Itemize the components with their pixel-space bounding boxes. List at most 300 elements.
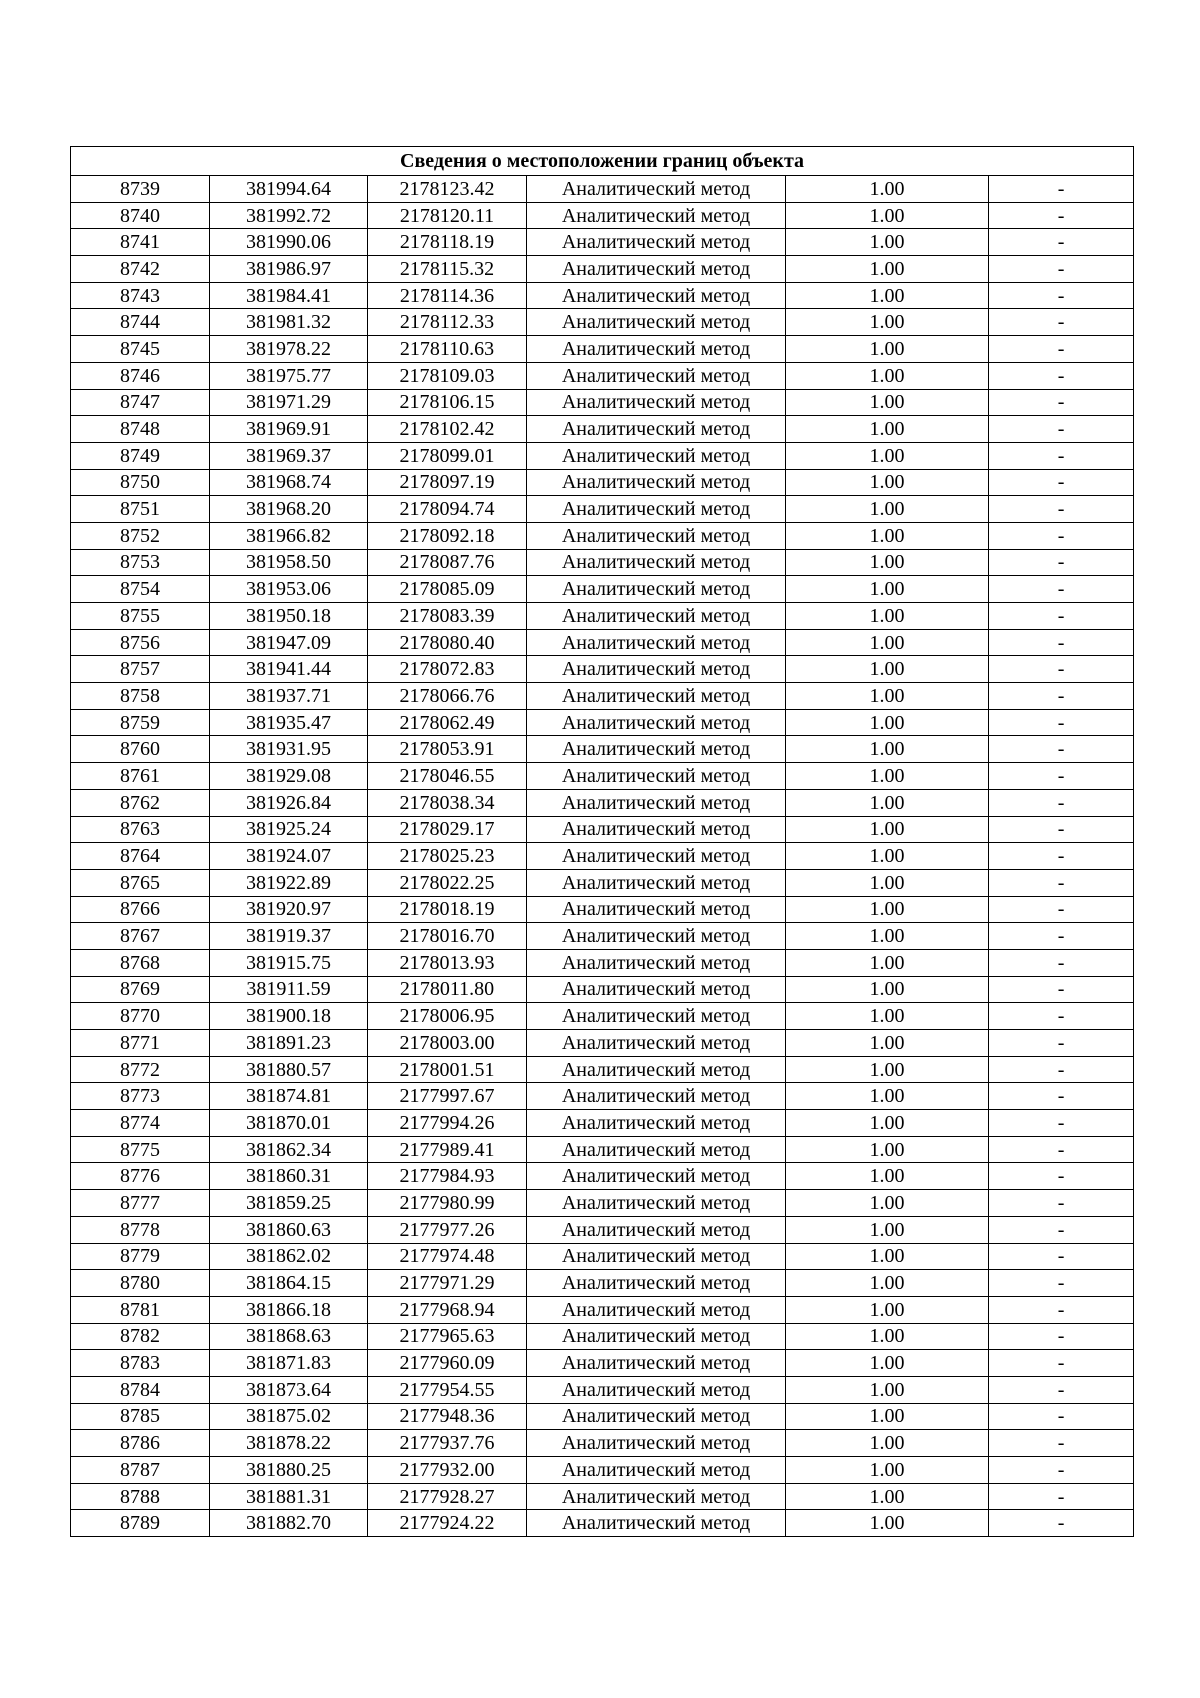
y-coordinate-cell: 2177954.55 xyxy=(368,1376,527,1403)
table-row xyxy=(71,256,1134,283)
y-coordinate-cell: 2178109.03 xyxy=(368,362,527,389)
table-row xyxy=(71,309,1134,336)
point-number-cell: 8768 xyxy=(71,949,210,976)
method-cell: Аналитический метод xyxy=(527,1003,786,1030)
description-cell: - xyxy=(989,923,1134,950)
point-number-cell: 8783 xyxy=(71,1350,210,1377)
description-cell: - xyxy=(989,869,1134,896)
y-coordinate-cell: 2178123.42 xyxy=(368,176,527,203)
table-row xyxy=(71,763,1134,790)
x-coordinate-cell: 381874.81 xyxy=(210,1083,368,1110)
point-number-cell: 8739 xyxy=(71,176,210,203)
accuracy-cell: 1.00 xyxy=(786,736,989,763)
point-number-cell: 8751 xyxy=(71,496,210,523)
y-coordinate-cell: 2177924.22 xyxy=(368,1510,527,1537)
y-coordinate-cell: 2177989.41 xyxy=(368,1136,527,1163)
point-number-cell: 8788 xyxy=(71,1483,210,1510)
table-row xyxy=(71,416,1134,443)
table-row xyxy=(71,1483,1134,1510)
method-cell: Аналитический метод xyxy=(527,469,786,496)
accuracy-cell: 1.00 xyxy=(786,1296,989,1323)
y-coordinate-cell: 2178001.51 xyxy=(368,1056,527,1083)
accuracy-cell: 1.00 xyxy=(786,923,989,950)
point-number-cell: 8779 xyxy=(71,1243,210,1270)
accuracy-cell: 1.00 xyxy=(786,1216,989,1243)
accuracy-cell: 1.00 xyxy=(786,1083,989,1110)
method-cell: Аналитический метод xyxy=(527,896,786,923)
method-cell: Аналитический метод xyxy=(527,1243,786,1270)
x-coordinate-cell: 381866.18 xyxy=(210,1296,368,1323)
point-number-cell: 8764 xyxy=(71,843,210,870)
point-number-cell: 8761 xyxy=(71,763,210,790)
description-cell: - xyxy=(989,763,1134,790)
y-coordinate-cell: 2178114.36 xyxy=(368,282,527,309)
x-coordinate-cell: 381881.31 xyxy=(210,1483,368,1510)
x-coordinate-cell: 381873.64 xyxy=(210,1376,368,1403)
x-coordinate-cell: 381971.29 xyxy=(210,389,368,416)
point-number-cell: 8752 xyxy=(71,522,210,549)
x-coordinate-cell: 381968.74 xyxy=(210,469,368,496)
accuracy-cell: 1.00 xyxy=(786,816,989,843)
x-coordinate-cell: 381968.20 xyxy=(210,496,368,523)
description-cell: - xyxy=(989,1457,1134,1484)
y-coordinate-cell: 2178085.09 xyxy=(368,576,527,603)
description-cell: - xyxy=(989,1270,1134,1297)
method-cell: Аналитический метод xyxy=(527,496,786,523)
y-coordinate-cell: 2177984.93 xyxy=(368,1163,527,1190)
table-title-row xyxy=(71,147,1134,176)
accuracy-cell: 1.00 xyxy=(786,1483,989,1510)
accuracy-cell: 1.00 xyxy=(786,549,989,576)
table-row xyxy=(71,709,1134,736)
table-row xyxy=(71,683,1134,710)
x-coordinate-cell: 381941.44 xyxy=(210,656,368,683)
x-coordinate-cell: 381864.15 xyxy=(210,1270,368,1297)
y-coordinate-cell: 2177932.00 xyxy=(368,1457,527,1484)
x-coordinate-cell: 381969.37 xyxy=(210,442,368,469)
table-row xyxy=(71,736,1134,763)
y-coordinate-cell: 2178102.42 xyxy=(368,416,527,443)
point-number-cell: 8762 xyxy=(71,789,210,816)
table-row xyxy=(71,176,1134,203)
y-coordinate-cell: 2178046.55 xyxy=(368,763,527,790)
method-cell: Аналитический метод xyxy=(527,789,786,816)
y-coordinate-cell: 2178080.40 xyxy=(368,629,527,656)
description-cell: - xyxy=(989,1030,1134,1057)
point-number-cell: 8741 xyxy=(71,229,210,256)
description-cell: - xyxy=(989,789,1134,816)
accuracy-cell: 1.00 xyxy=(786,1510,989,1537)
table-row xyxy=(71,816,1134,843)
table-row xyxy=(71,442,1134,469)
accuracy-cell: 1.00 xyxy=(786,629,989,656)
accuracy-cell: 1.00 xyxy=(786,1243,989,1270)
y-coordinate-cell: 2177928.27 xyxy=(368,1483,527,1510)
method-cell: Аналитический метод xyxy=(527,549,786,576)
method-cell: Аналитический метод xyxy=(527,202,786,229)
accuracy-cell: 1.00 xyxy=(786,176,989,203)
y-coordinate-cell: 2178110.63 xyxy=(368,336,527,363)
table-row xyxy=(71,1136,1134,1163)
accuracy-cell: 1.00 xyxy=(786,1350,989,1377)
point-number-cell: 8759 xyxy=(71,709,210,736)
table-row xyxy=(71,976,1134,1003)
method-cell: Аналитический метод xyxy=(527,1270,786,1297)
x-coordinate-cell: 381860.63 xyxy=(210,1216,368,1243)
table-row xyxy=(71,1323,1134,1350)
point-number-cell: 8756 xyxy=(71,629,210,656)
x-coordinate-cell: 381926.84 xyxy=(210,789,368,816)
description-cell: - xyxy=(989,549,1134,576)
accuracy-cell: 1.00 xyxy=(786,1056,989,1083)
x-coordinate-cell: 381984.41 xyxy=(210,282,368,309)
point-number-cell: 8769 xyxy=(71,976,210,1003)
method-cell: Аналитический метод xyxy=(527,1163,786,1190)
method-cell: Аналитический метод xyxy=(527,763,786,790)
y-coordinate-cell: 2178094.74 xyxy=(368,496,527,523)
accuracy-cell: 1.00 xyxy=(786,1376,989,1403)
point-number-cell: 8745 xyxy=(71,336,210,363)
accuracy-cell: 1.00 xyxy=(786,1430,989,1457)
point-number-cell: 8782 xyxy=(71,1323,210,1350)
x-coordinate-cell: 381862.02 xyxy=(210,1243,368,1270)
description-cell: - xyxy=(989,1163,1134,1190)
point-number-cell: 8770 xyxy=(71,1003,210,1030)
x-coordinate-cell: 381978.22 xyxy=(210,336,368,363)
method-cell: Аналитический метод xyxy=(527,1403,786,1430)
method-cell: Аналитический метод xyxy=(527,629,786,656)
description-cell: - xyxy=(989,603,1134,630)
accuracy-cell: 1.00 xyxy=(786,202,989,229)
point-number-cell: 8786 xyxy=(71,1430,210,1457)
method-cell: Аналитический метод xyxy=(527,1483,786,1510)
y-coordinate-cell: 2177974.48 xyxy=(368,1243,527,1270)
point-number-cell: 8773 xyxy=(71,1083,210,1110)
method-cell: Аналитический метод xyxy=(527,1216,786,1243)
description-cell: - xyxy=(989,1376,1134,1403)
point-number-cell: 8742 xyxy=(71,256,210,283)
point-number-cell: 8784 xyxy=(71,1376,210,1403)
x-coordinate-cell: 381992.72 xyxy=(210,202,368,229)
table-row xyxy=(71,389,1134,416)
x-coordinate-cell: 381859.25 xyxy=(210,1190,368,1217)
accuracy-cell: 1.00 xyxy=(786,1270,989,1297)
method-cell: Аналитический метод xyxy=(527,1136,786,1163)
description-cell: - xyxy=(989,1403,1134,1430)
y-coordinate-cell: 2178092.18 xyxy=(368,522,527,549)
method-cell: Аналитический метод xyxy=(527,1430,786,1457)
y-coordinate-cell: 2178087.76 xyxy=(368,549,527,576)
description-cell: - xyxy=(989,522,1134,549)
point-number-cell: 8754 xyxy=(71,576,210,603)
x-coordinate-cell: 381882.70 xyxy=(210,1510,368,1537)
y-coordinate-cell: 2177977.26 xyxy=(368,1216,527,1243)
point-number-cell: 8775 xyxy=(71,1136,210,1163)
description-cell: - xyxy=(989,656,1134,683)
description-cell: - xyxy=(989,1056,1134,1083)
x-coordinate-cell: 381950.18 xyxy=(210,603,368,630)
y-coordinate-cell: 2177960.09 xyxy=(368,1350,527,1377)
description-cell: - xyxy=(989,336,1134,363)
method-cell: Аналитический метод xyxy=(527,416,786,443)
description-cell: - xyxy=(989,896,1134,923)
point-number-cell: 8740 xyxy=(71,202,210,229)
x-coordinate-cell: 381919.37 xyxy=(210,923,368,950)
x-coordinate-cell: 381911.59 xyxy=(210,976,368,1003)
accuracy-cell: 1.00 xyxy=(786,309,989,336)
point-number-cell: 8772 xyxy=(71,1056,210,1083)
point-number-cell: 8778 xyxy=(71,1216,210,1243)
table-row xyxy=(71,469,1134,496)
point-number-cell: 8753 xyxy=(71,549,210,576)
description-cell: - xyxy=(989,1003,1134,1030)
method-cell: Аналитический метод xyxy=(527,256,786,283)
description-cell: - xyxy=(989,389,1134,416)
table-row xyxy=(71,1376,1134,1403)
method-cell: Аналитический метод xyxy=(527,282,786,309)
accuracy-cell: 1.00 xyxy=(786,1110,989,1137)
table-row xyxy=(71,1030,1134,1057)
accuracy-cell: 1.00 xyxy=(786,469,989,496)
x-coordinate-cell: 381994.64 xyxy=(210,176,368,203)
table-row xyxy=(71,522,1134,549)
method-cell: Аналитический метод xyxy=(527,683,786,710)
point-number-cell: 8749 xyxy=(71,442,210,469)
x-coordinate-cell: 381860.31 xyxy=(210,1163,368,1190)
x-coordinate-cell: 381870.01 xyxy=(210,1110,368,1137)
y-coordinate-cell: 2178083.39 xyxy=(368,603,527,630)
accuracy-cell: 1.00 xyxy=(786,1323,989,1350)
description-cell: - xyxy=(989,176,1134,203)
description-cell: - xyxy=(989,1430,1134,1457)
table-row xyxy=(71,1110,1134,1137)
table-row xyxy=(71,1163,1134,1190)
description-cell: - xyxy=(989,629,1134,656)
x-coordinate-cell: 381868.63 xyxy=(210,1323,368,1350)
point-number-cell: 8767 xyxy=(71,923,210,950)
point-number-cell: 8771 xyxy=(71,1030,210,1057)
y-coordinate-cell: 2178099.01 xyxy=(368,442,527,469)
method-cell: Аналитический метод xyxy=(527,1056,786,1083)
method-cell: Аналитический метод xyxy=(527,1190,786,1217)
y-coordinate-cell: 2177994.26 xyxy=(368,1110,527,1137)
table-row xyxy=(71,1190,1134,1217)
description-cell: - xyxy=(989,202,1134,229)
x-coordinate-cell: 381981.32 xyxy=(210,309,368,336)
x-coordinate-cell: 381937.71 xyxy=(210,683,368,710)
x-coordinate-cell: 381878.22 xyxy=(210,1430,368,1457)
table-row xyxy=(71,362,1134,389)
point-number-cell: 8766 xyxy=(71,896,210,923)
description-cell: - xyxy=(989,976,1134,1003)
x-coordinate-cell: 381891.23 xyxy=(210,1030,368,1057)
y-coordinate-cell: 2178066.76 xyxy=(368,683,527,710)
y-coordinate-cell: 2178038.34 xyxy=(368,789,527,816)
method-cell: Аналитический метод xyxy=(527,522,786,549)
description-cell: - xyxy=(989,416,1134,443)
method-cell: Аналитический метод xyxy=(527,389,786,416)
method-cell: Аналитический метод xyxy=(527,843,786,870)
x-coordinate-cell: 381969.91 xyxy=(210,416,368,443)
table-row xyxy=(71,869,1134,896)
y-coordinate-cell: 2178016.70 xyxy=(368,923,527,950)
table-row xyxy=(71,789,1134,816)
x-coordinate-cell: 381880.25 xyxy=(210,1457,368,1484)
point-number-cell: 8748 xyxy=(71,416,210,443)
method-cell: Аналитический метод xyxy=(527,336,786,363)
x-coordinate-cell: 381871.83 xyxy=(210,1350,368,1377)
accuracy-cell: 1.00 xyxy=(786,256,989,283)
table-row xyxy=(71,1403,1134,1430)
y-coordinate-cell: 2178025.23 xyxy=(368,843,527,870)
x-coordinate-cell: 381920.97 xyxy=(210,896,368,923)
accuracy-cell: 1.00 xyxy=(786,442,989,469)
y-coordinate-cell: 2178120.11 xyxy=(368,202,527,229)
table-row xyxy=(71,1510,1134,1537)
x-coordinate-cell: 381966.82 xyxy=(210,522,368,549)
table-row xyxy=(71,282,1134,309)
point-number-cell: 8763 xyxy=(71,816,210,843)
description-cell: - xyxy=(989,683,1134,710)
y-coordinate-cell: 2178029.17 xyxy=(368,816,527,843)
x-coordinate-cell: 381880.57 xyxy=(210,1056,368,1083)
method-cell: Аналитический метод xyxy=(527,176,786,203)
boundary-coordinates-table xyxy=(70,146,1134,1537)
y-coordinate-cell: 2178018.19 xyxy=(368,896,527,923)
point-number-cell: 8787 xyxy=(71,1457,210,1484)
method-cell: Аналитический метод xyxy=(527,362,786,389)
accuracy-cell: 1.00 xyxy=(786,229,989,256)
table-row xyxy=(71,496,1134,523)
method-cell: Аналитический метод xyxy=(527,309,786,336)
table-row xyxy=(71,1083,1134,1110)
accuracy-cell: 1.00 xyxy=(786,336,989,363)
x-coordinate-cell: 381915.75 xyxy=(210,949,368,976)
accuracy-cell: 1.00 xyxy=(786,843,989,870)
y-coordinate-cell: 2178022.25 xyxy=(368,869,527,896)
point-number-cell: 8777 xyxy=(71,1190,210,1217)
method-cell: Аналитический метод xyxy=(527,1457,786,1484)
x-coordinate-cell: 381922.89 xyxy=(210,869,368,896)
table-row xyxy=(71,1350,1134,1377)
y-coordinate-cell: 2178053.91 xyxy=(368,736,527,763)
y-coordinate-cell: 2177971.29 xyxy=(368,1270,527,1297)
method-cell: Аналитический метод xyxy=(527,442,786,469)
x-coordinate-cell: 381935.47 xyxy=(210,709,368,736)
accuracy-cell: 1.00 xyxy=(786,522,989,549)
description-cell: - xyxy=(989,1190,1134,1217)
description-cell: - xyxy=(989,1350,1134,1377)
description-cell: - xyxy=(989,1083,1134,1110)
y-coordinate-cell: 2177997.67 xyxy=(368,1083,527,1110)
table-body xyxy=(71,176,1134,1537)
y-coordinate-cell: 2177965.63 xyxy=(368,1323,527,1350)
description-cell: - xyxy=(989,1216,1134,1243)
point-number-cell: 8785 xyxy=(71,1403,210,1430)
description-cell: - xyxy=(989,1136,1134,1163)
accuracy-cell: 1.00 xyxy=(786,976,989,1003)
point-number-cell: 8760 xyxy=(71,736,210,763)
method-cell: Аналитический метод xyxy=(527,869,786,896)
table-row xyxy=(71,549,1134,576)
x-coordinate-cell: 381990.06 xyxy=(210,229,368,256)
y-coordinate-cell: 2178118.19 xyxy=(368,229,527,256)
method-cell: Аналитический метод xyxy=(527,816,786,843)
method-cell: Аналитический метод xyxy=(527,603,786,630)
accuracy-cell: 1.00 xyxy=(786,1163,989,1190)
point-number-cell: 8755 xyxy=(71,603,210,630)
description-cell: - xyxy=(989,469,1134,496)
point-number-cell: 8750 xyxy=(71,469,210,496)
table-row xyxy=(71,336,1134,363)
table-row xyxy=(71,1457,1134,1484)
method-cell: Аналитический метод xyxy=(527,576,786,603)
description-cell: - xyxy=(989,1510,1134,1537)
table-row xyxy=(71,896,1134,923)
method-cell: Аналитический метод xyxy=(527,949,786,976)
description-cell: - xyxy=(989,362,1134,389)
table-row xyxy=(71,1270,1134,1297)
x-coordinate-cell: 381929.08 xyxy=(210,763,368,790)
table-row xyxy=(71,923,1134,950)
accuracy-cell: 1.00 xyxy=(786,1190,989,1217)
y-coordinate-cell: 2178112.33 xyxy=(368,309,527,336)
accuracy-cell: 1.00 xyxy=(786,389,989,416)
x-coordinate-cell: 381958.50 xyxy=(210,549,368,576)
point-number-cell: 8743 xyxy=(71,282,210,309)
x-coordinate-cell: 381975.77 xyxy=(210,362,368,389)
description-cell: - xyxy=(989,496,1134,523)
accuracy-cell: 1.00 xyxy=(786,496,989,523)
table-row xyxy=(71,603,1134,630)
y-coordinate-cell: 2178003.00 xyxy=(368,1030,527,1057)
table-row xyxy=(71,1003,1134,1030)
method-cell: Аналитический метод xyxy=(527,1110,786,1137)
method-cell: Аналитический метод xyxy=(527,1350,786,1377)
method-cell: Аналитический метод xyxy=(527,1030,786,1057)
description-cell: - xyxy=(989,816,1134,843)
accuracy-cell: 1.00 xyxy=(786,683,989,710)
table-title: Сведения о местоположении границ объекта xyxy=(71,147,1134,176)
accuracy-cell: 1.00 xyxy=(786,656,989,683)
x-coordinate-cell: 381947.09 xyxy=(210,629,368,656)
table-row xyxy=(71,1056,1134,1083)
method-cell: Аналитический метод xyxy=(527,1376,786,1403)
table-row xyxy=(71,656,1134,683)
point-number-cell: 8780 xyxy=(71,1270,210,1297)
table-row xyxy=(71,202,1134,229)
table-row xyxy=(71,949,1134,976)
y-coordinate-cell: 2178006.95 xyxy=(368,1003,527,1030)
method-cell: Аналитический метод xyxy=(527,656,786,683)
point-number-cell: 8744 xyxy=(71,309,210,336)
description-cell: - xyxy=(989,843,1134,870)
description-cell: - xyxy=(989,576,1134,603)
table-row xyxy=(71,1216,1134,1243)
description-cell: - xyxy=(989,709,1134,736)
method-cell: Аналитический метод xyxy=(527,229,786,256)
table-row xyxy=(71,629,1134,656)
table-row xyxy=(71,1296,1134,1323)
accuracy-cell: 1.00 xyxy=(786,763,989,790)
accuracy-cell: 1.00 xyxy=(786,709,989,736)
method-cell: Аналитический метод xyxy=(527,709,786,736)
accuracy-cell: 1.00 xyxy=(786,1136,989,1163)
x-coordinate-cell: 381924.07 xyxy=(210,843,368,870)
accuracy-cell: 1.00 xyxy=(786,1030,989,1057)
description-cell: - xyxy=(989,442,1134,469)
point-number-cell: 8789 xyxy=(71,1510,210,1537)
